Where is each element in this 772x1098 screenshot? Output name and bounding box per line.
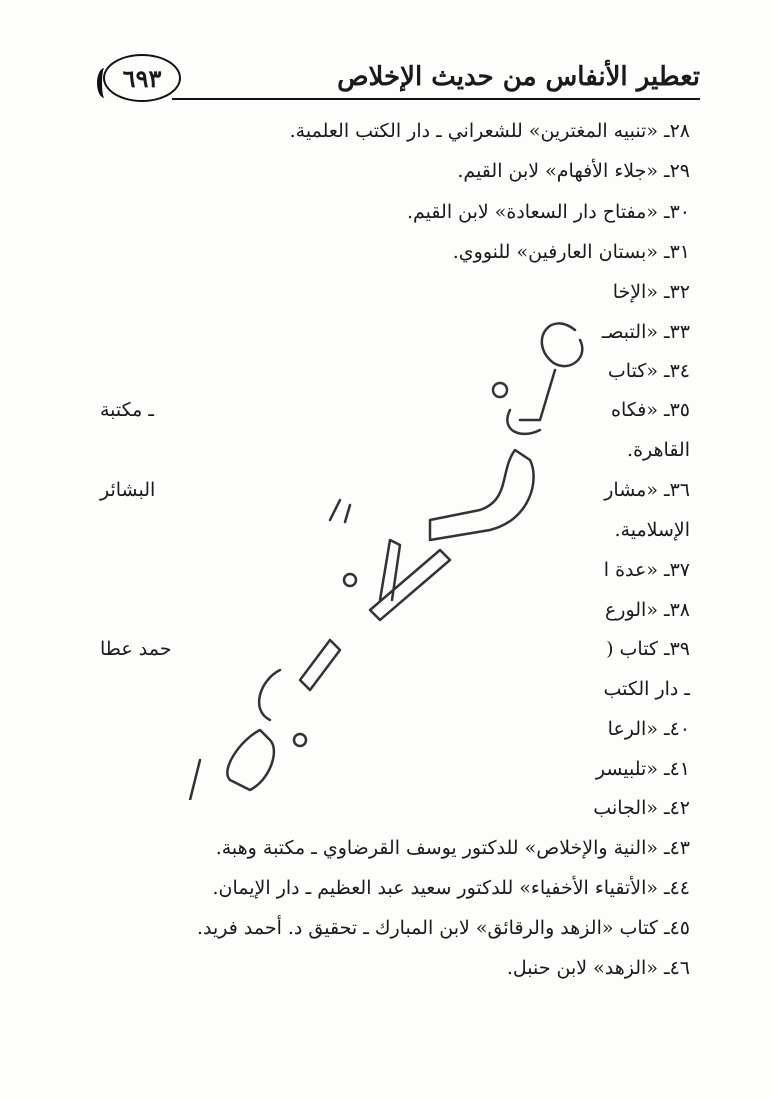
list-item: ٢٩ـ «جلاء الأفهام» لابن القيم. bbox=[457, 160, 690, 182]
line-fragment: حمد عطا bbox=[100, 638, 172, 660]
list-item: ـ دار الكتب bbox=[603, 678, 690, 700]
list-item: ٤٠ـ «الرعا bbox=[607, 718, 690, 740]
list-item: القاهرة. bbox=[627, 439, 690, 461]
list-item: ٤٣ـ «النية والإخلاص» للدكتور يوسف القرضاوي ـ مكتبة وهبة. bbox=[215, 837, 690, 859]
list-item: ٤١ـ «تلبيسر bbox=[595, 758, 690, 780]
list-item: ٢٨ـ «تنبيه المغترين» للشعراني ـ دار الكتب العلمية. bbox=[289, 120, 690, 142]
list-item: ٣٤ـ «كتاب bbox=[607, 360, 690, 382]
watermark-stamp bbox=[180, 300, 600, 800]
list-item: ٣٣ـ «التبصـ bbox=[601, 321, 690, 343]
list-item: ٣١ـ «بستان العارفين» للنووي. bbox=[452, 241, 690, 263]
line-fragment: البشائر bbox=[100, 479, 156, 501]
list-item: ٤٢ـ «الجانب bbox=[593, 797, 690, 819]
list-item: ٣٨ـ «الورع bbox=[604, 599, 690, 621]
list-item: ٤٤ـ «الأتقياء الأخفياء» للدكتور سعيد عبد العظيم ـ دار الإيمان. bbox=[212, 877, 690, 899]
list-item: ٣٥ـ «فكاه bbox=[611, 399, 690, 421]
running-title: تعطير الأنفاس من حديث الإخلاص bbox=[337, 62, 700, 92]
list-item: ٣٩ـ كتاب ( bbox=[606, 638, 690, 660]
line-fragment: ـ مكتبة bbox=[100, 399, 154, 421]
list-item: ٣٦ـ «مشار bbox=[604, 479, 690, 501]
list-item: ٣٧ـ «عدة ا bbox=[603, 559, 690, 581]
list-item: ٣٠ـ «مفتاح دار السعادة» لابن القيم. bbox=[407, 201, 690, 223]
list-item: ٤٥ـ كتاب «الزهد والرقائق» لابن المبارك ـ تحقيق د. أحمد فريد. bbox=[196, 917, 690, 939]
list-item: ٣٢ـ «الإخا bbox=[612, 281, 690, 303]
list-item: الإسلامية. bbox=[614, 519, 690, 541]
list-item: ٤٦ـ «الزهد» لابن حنبل. bbox=[506, 957, 690, 979]
